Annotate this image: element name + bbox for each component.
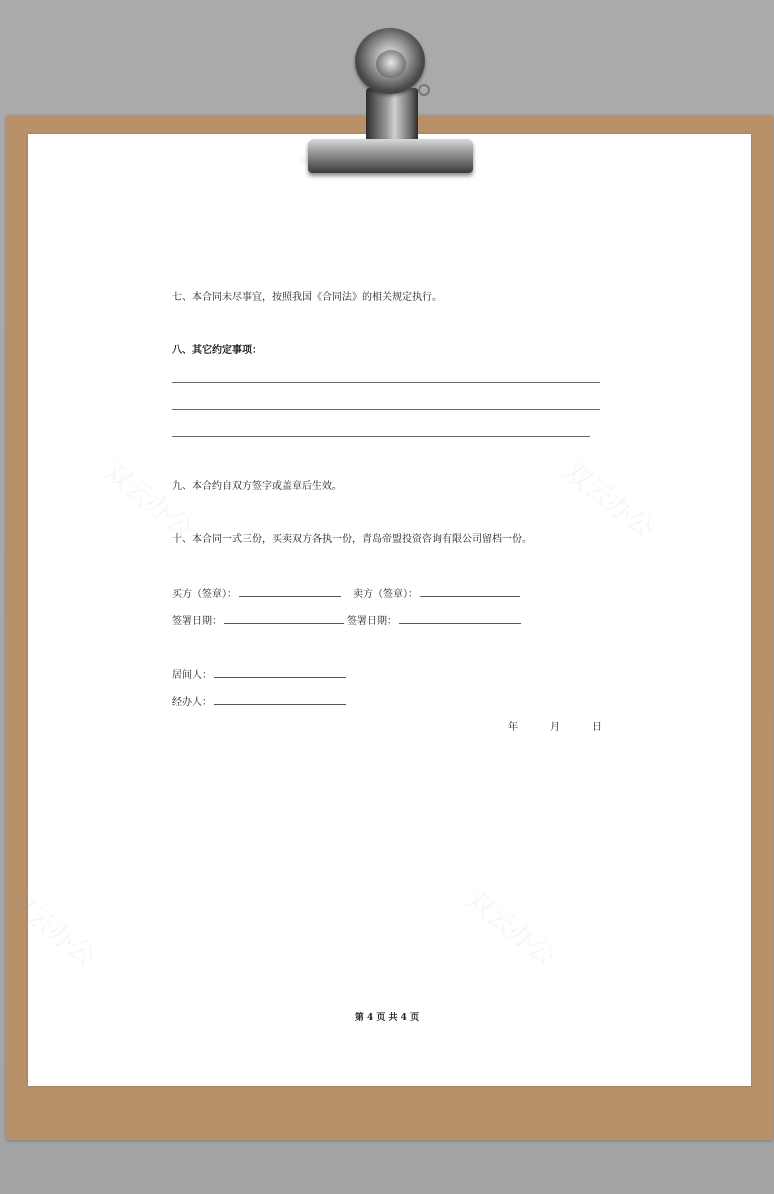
clause-9: 九、本合约自双方签字或盖章后生效。 bbox=[172, 481, 342, 492]
handler-label: 经办人： bbox=[172, 697, 212, 708]
intermediary-row bbox=[172, 668, 348, 683]
sign-date-label: 签署日期： bbox=[347, 616, 397, 627]
buyer-date-blank bbox=[224, 614, 344, 624]
blank-line bbox=[172, 436, 590, 437]
date-month: 月 bbox=[550, 722, 560, 733]
buyer-signature-row bbox=[172, 587, 343, 602]
seller-signature-blank bbox=[420, 587, 520, 597]
intermediary-label: 居间人： bbox=[172, 670, 212, 681]
seller-date-blank bbox=[399, 614, 521, 624]
date-year: 年 bbox=[508, 722, 518, 733]
blank-line bbox=[172, 409, 600, 410]
sign-date-label: 签署日期： bbox=[172, 616, 222, 627]
seller-signature-label: 卖方（签章）： bbox=[353, 589, 418, 600]
date-day: 日 bbox=[592, 722, 602, 733]
seller-signature-row bbox=[353, 587, 522, 602]
clause-10: 十、本合同一式三份，买卖双方各执一份，青岛帝盟投资咨询有限公司留档一份。 bbox=[172, 534, 532, 545]
clause-8-heading: 八、其它约定事项： bbox=[172, 345, 262, 356]
clause-7: 七、本合同未尽事宜，按照我国《合同法》的相关规定执行。 bbox=[172, 292, 442, 303]
handler-row bbox=[172, 695, 348, 710]
buyer-signature-label: 买方（签章）： bbox=[172, 589, 237, 600]
handler-blank bbox=[214, 695, 346, 705]
buyer-signature-blank bbox=[239, 587, 341, 597]
buyer-date-row bbox=[172, 614, 346, 629]
seller-date-row bbox=[347, 614, 523, 629]
page-number-footer: 第 4 页 共 4 页 bbox=[354, 1013, 420, 1023]
intermediary-blank bbox=[214, 668, 346, 678]
blank-line bbox=[172, 382, 600, 383]
